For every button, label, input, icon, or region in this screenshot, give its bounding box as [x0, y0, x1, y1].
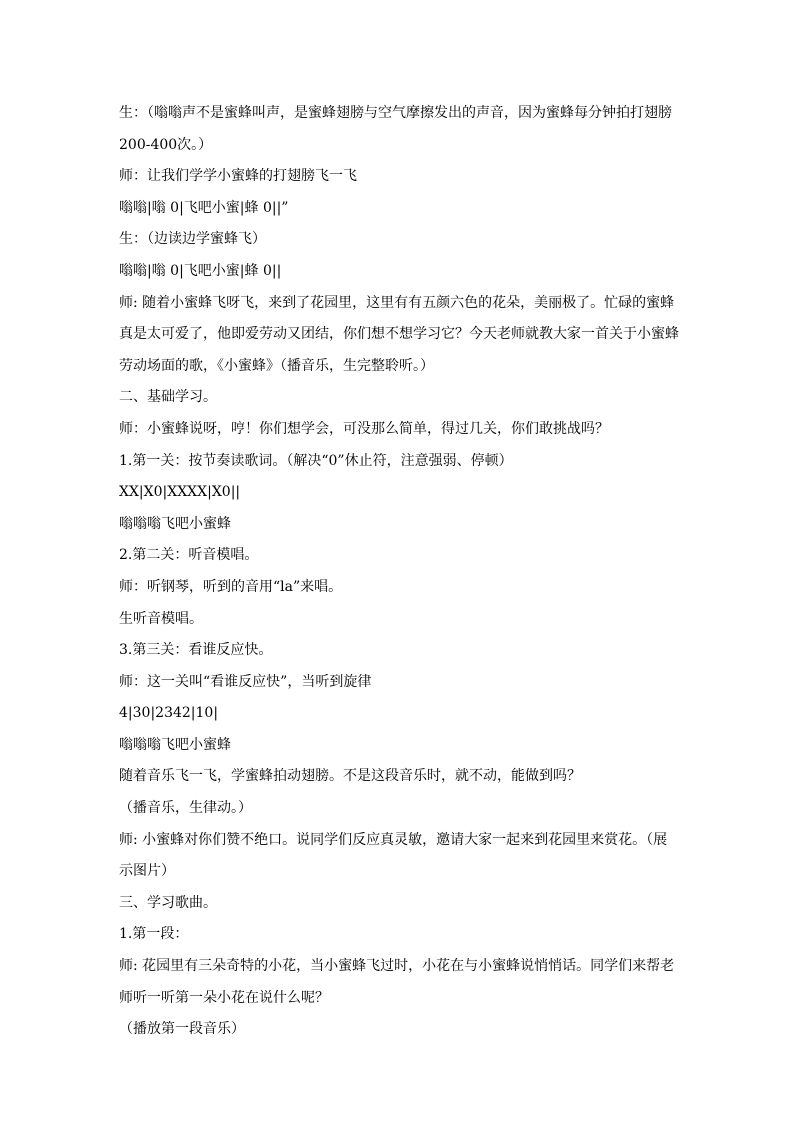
text-line: 师：小蜜蜂说呀，哼！你们想学会，可没那么简单，得过几关，你们敢挑战吗？	[119, 420, 609, 437]
text-line: 师：听钢琴，听到的音用“la”来唱。	[119, 578, 343, 595]
text-line: 师听一听第一朵小花在说什么呢？	[119, 989, 329, 1006]
text-line: 3.第三关：看谁反应快。	[119, 642, 273, 659]
lyrics-line: 嗡嗡嗡飞吧小蜜蜂	[119, 515, 231, 532]
melody-notation: 4|30|2342|10|	[119, 705, 219, 722]
rhythm-line: 嗡嗡|嗡 0|飞吧小蜜|蜂 0||	[119, 262, 282, 279]
text-line: 师：这一关叫“看谁反应快”，当听到旋律	[119, 673, 372, 690]
rhythm-line: 嗡嗡|嗡 0|飞吧小蜜|蜂 0||”	[119, 199, 289, 216]
lyrics-line: 嗡嗡嗡飞吧小蜜蜂	[119, 736, 231, 753]
text-line: 2.第二关：听音模唱。	[119, 547, 259, 564]
text-line: （播音乐，生律动。）	[119, 800, 252, 817]
text-line: 师: 花园里有三朵奇特的小花，当小蜜蜂飞过时，小花在与小蜜蜂说悄悄话。同学们来帮老	[119, 958, 675, 975]
section-heading: 三、学习歌曲。	[119, 894, 217, 911]
text-line: 师：让我们学学小蜜蜂的打翅膀飞一飞	[119, 168, 357, 185]
text-line: （播放第一段音乐）	[119, 1021, 245, 1038]
text-line: 生听音模唱。	[119, 610, 203, 627]
text-line: 师: 随着小蜜蜂飞呀飞，来到了花园里，这里有有五颜六色的花朵，美丽极了。忙碌的蜜蜂	[119, 294, 675, 311]
document-page	[119, 98, 679, 1046]
text-line: 1.第一段：	[119, 926, 189, 943]
text-line: 1.第一关：按节奏读歌词。（解决“0”休止符，注意强弱、停顿）	[119, 452, 513, 469]
text-line: 真是太可爱了，他即爱劳动又团结，你们想不想学习它？今天老师就教大家一首关于小蜜蜂	[119, 326, 679, 343]
text-line: 师: 小蜜蜂对你们赞不绝口。说同学们反应真灵敏，邀请大家一起来到花园里来赏花。（展	[119, 831, 668, 848]
text-line: 生：（边读边学蜜蜂飞）	[119, 231, 266, 248]
text-line: 劳动场面的歌，《小蜜蜂》（播音乐，生完整聆听。）	[119, 357, 434, 374]
text-line: 随着音乐飞一飞，学蜜蜂拍动翅膀。不是这段音乐时，就不动，能做到吗？	[119, 768, 581, 785]
section-heading: 二、基础学习。	[119, 389, 217, 406]
text-line: 200-400次。）	[119, 136, 213, 153]
text-line: 生：（嗡嗡声不是蜜蜂叫声，是蜜蜂翅膀与空气摩擦发出的声音，因为蜜蜂每分钟拍打翅膀	[119, 105, 672, 121]
rhythm-notation: XX|X0|XXXX|X0||	[119, 484, 241, 501]
text-line: 示图片）	[119, 863, 175, 880]
